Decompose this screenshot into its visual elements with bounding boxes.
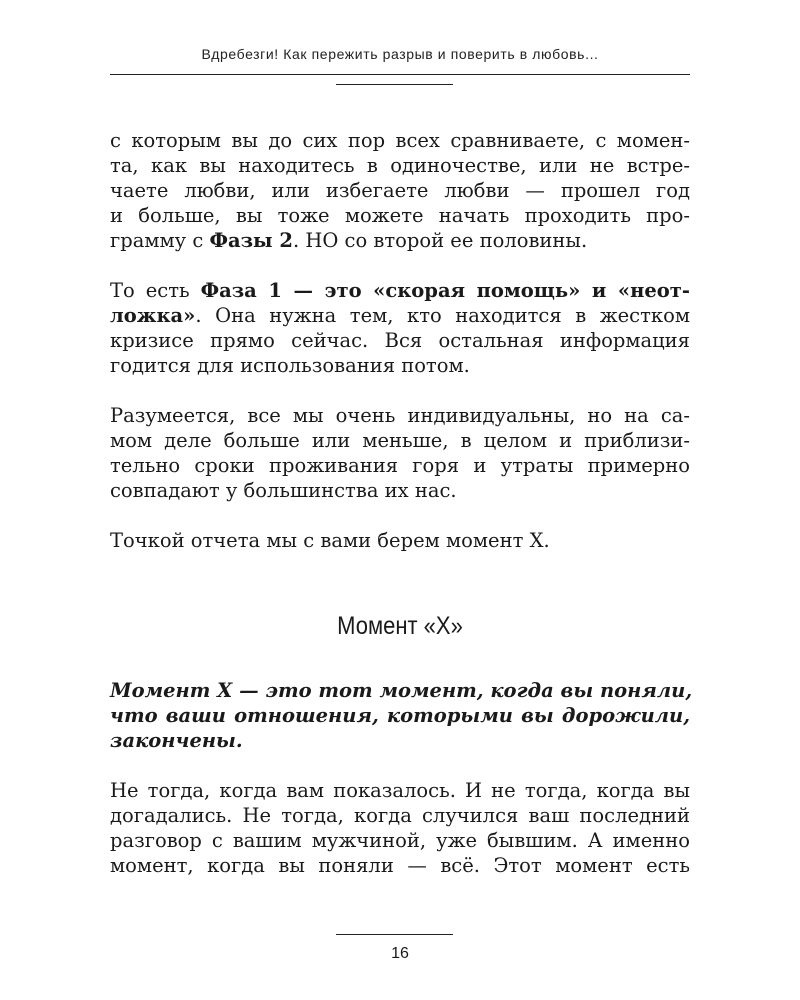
- text-run: То есть: [110, 279, 201, 302]
- text-line: чаете любви, или избегаете любви — прошел год: [110, 179, 690, 202]
- footer-short-rule: [336, 934, 453, 935]
- paragraph-1: [110, 128, 690, 253]
- text-run: . НО со второй ее половины.: [292, 229, 588, 252]
- text-line: кризисе прямо сейчас. Вся остальная информация: [110, 329, 690, 352]
- text-line: годится для использования потом.: [110, 354, 470, 377]
- text-run: грамму с: [110, 229, 210, 252]
- paragraph-2: [110, 278, 690, 378]
- text-line: Не тогда, когда вам показалось. И не тогда, когда вы: [110, 779, 690, 802]
- text-line: [110, 228, 690, 253]
- page-number: 16: [391, 945, 409, 962]
- text-line: Точкой отчета мы с вами берем момент Х.: [110, 529, 550, 552]
- text-line: догадались. Не тогда, когда случился ваш последний: [110, 804, 690, 827]
- header-short-rule: [336, 84, 453, 85]
- text-line: Момент Х — это тот момент, когда вы поняли,: [110, 679, 693, 702]
- text-run: . Она нужна тем, кто находится в жестком: [195, 304, 690, 327]
- text-line: [110, 303, 690, 328]
- text-line: закончены.: [110, 729, 243, 752]
- definition-paragraph: [110, 678, 693, 753]
- paragraph-4: [110, 528, 690, 553]
- text-line: совпадают у большинства их нас.: [110, 479, 457, 502]
- text-line: тельно сроки проживания горя и утраты примерно: [110, 454, 690, 477]
- section-heading: Момент «Х»: [337, 612, 463, 640]
- text-line: с которым вы до сих пор всех сравниваете, с момен-: [110, 129, 690, 152]
- text-line: Разумеется, все мы очень индивидуальны, но на са-: [110, 404, 690, 427]
- text-line: [110, 278, 690, 303]
- text-line: и больше, вы тоже можете начать проходить про-: [110, 204, 690, 227]
- text-line: момент, когда вы поняли — всё. Этот момент есть: [110, 854, 690, 877]
- text-line: мом деле больше или меньше, в целом и приблизи-: [110, 429, 690, 452]
- running-head: Вдребезги! Как пережить разрыв и поверить в любовь...: [201, 46, 599, 62]
- bold-phase-1-cont: ложка»: [110, 304, 196, 327]
- text-line: разговор с вашим мужчиной, уже бывшим. А именно: [110, 829, 690, 852]
- bold-phase-2: Фазы 2: [209, 229, 293, 252]
- header-rule: [110, 74, 690, 75]
- text-line: та, как вы находитесь в одиночестве, или не встре-: [110, 154, 690, 177]
- bold-phase-1: Фаза 1 — это «скорая помощь» и «неот-: [200, 279, 690, 302]
- text-line: что ваши отношения, которыми вы дорожили,: [110, 704, 690, 727]
- paragraph-3: [110, 403, 690, 503]
- paragraph-5: [110, 778, 690, 878]
